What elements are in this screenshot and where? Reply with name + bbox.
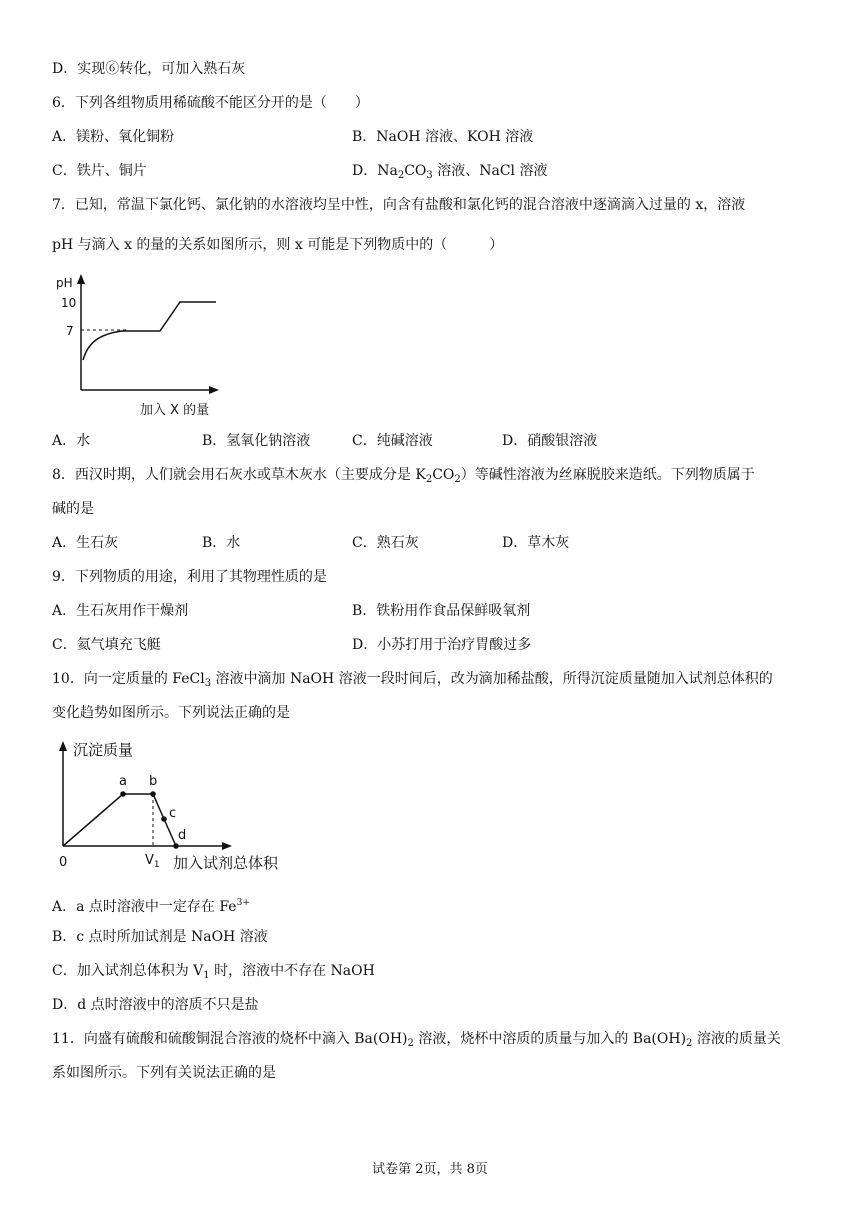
q11-stem-line1: 11．向盛有硫酸和硫酸铜混合溶液的烧杯中滴入 $Ba(OH)_2$ 溶液，烧杯中溶质的质量与加入的 $Ba(OH)_2$ 溶液的质量关 (52, 1031, 781, 1049)
q7-option-b: B．氢氧化钠溶液 (202, 433, 311, 449)
q10-label-a: a (119, 774, 127, 789)
q10-option-c: C．加入试剂总体积为 $V_1$ 时，溶液中不存在 NaOH (52, 963, 375, 981)
q10-origin-label: 0 (59, 855, 68, 870)
q10-point-d (173, 843, 179, 849)
q10-option-b: B．c 点时所加试剂是 NaOH 溶液 (52, 929, 268, 945)
q10-label-c: c (169, 806, 177, 821)
q7-y-arrow (77, 274, 85, 284)
q9-option-d: D．小苏打用于治疗胃酸过多 (352, 637, 532, 653)
q10-option-a: A．a 点时溶液中一定存在 $Fe^{3+}$ (52, 898, 250, 915)
q10-y-arrow (59, 741, 67, 751)
page-footer: 试卷第 2页，共 8页 (372, 1162, 488, 1177)
q7-tick-10: 10 (61, 296, 77, 310)
q10-point-a (120, 791, 126, 797)
q9-option-b: B．铁粉用作食品保鲜吸氧剂 (352, 603, 531, 619)
q7-ph-curve (83, 302, 216, 360)
q7-x-axis-label: 加入 X 的量 (140, 403, 210, 418)
q10-y-axis-label: 沉淀质量 (73, 741, 134, 759)
q8-stem-line2: 碱的是 (52, 501, 94, 517)
q10-option-d: D．d 点时溶液中的溶质不只是盐 (52, 997, 259, 1013)
q5-option-d: D．实现⑥转化，可加入熟石灰 (52, 61, 246, 77)
q8-option-d: D．草木灰 (502, 535, 570, 551)
q10-x-axis-label: 加入试剂总体积 (173, 854, 279, 872)
q6-option-c: C．铁片、铜片 (52, 163, 147, 179)
q7-y-axis-label: pH (56, 276, 73, 290)
q9-option-c: C．氦气填充飞艇 (52, 637, 161, 653)
q6-stem: 6．下列各组物质用稀硫酸不能区分开的是（ ） (52, 95, 369, 111)
q10-stem-line1: 10．向一定质量的 FeCl$_3$ 溶液中滴加 NaOH 溶液一段时间后，改为滴加稀盐酸，所得沉淀质量随加入试剂总体积的 (52, 671, 773, 689)
q10-label-d: d (178, 828, 187, 843)
q8-option-a: A．生石灰 (52, 535, 119, 551)
q10-mass-curve (63, 794, 176, 846)
q9-stem: 9．下列物质的用途，利用了其物理性质的是 (52, 569, 327, 585)
q10-label-b: b (149, 774, 158, 789)
q7-stem-line2: pH 与滴入 x 的量的关系如图所示，则 x 可能是下列物质中的（ ） (52, 237, 504, 253)
q10-precipitate-graph (52, 736, 302, 876)
q7-option-a: A．水 (52, 433, 91, 449)
q7-stem-line1: 7．已知，常温下氯化钙、氯化钠的水溶液均呈中性，向含有盐酸和氯化钙的混合溶液中逐滴滴入过量的 x，溶液 (52, 197, 746, 213)
q7-ph-graph (52, 272, 242, 424)
q10-point-c (161, 816, 167, 822)
q11-stem-line2: 系如图所示。下列有关说法正确的是 (52, 1065, 276, 1081)
q10-stem-line2: 变化趋势如图所示。下列说法正确的是 (52, 705, 290, 721)
q7-option-d: D．硝酸银溶液 (502, 433, 598, 449)
q10-x-arrow (222, 842, 232, 850)
q9-option-a: A．生石灰用作干燥剂 (52, 603, 189, 619)
q7-x-arrow (209, 386, 219, 394)
q8-option-c: C．熟石灰 (352, 535, 419, 551)
q6-option-b: B．NaOH 溶液、KOH 溶液 (352, 129, 534, 145)
q6-option-a: A．镁粉、氧化铜粉 (52, 129, 175, 145)
q7-option-c: C．纯碱溶液 (352, 433, 433, 449)
q8-stem-line1: 8．西汉时期，人们就会用石灰水或草木灰水（主要成分是 $K_2CO_2$）等碱性溶液为丝麻脱胶来造纸。下列物质属于 (52, 467, 755, 485)
q10-v1-label: $V_1$ (145, 853, 160, 870)
q6-option-d: D．$Na_2CO_3$ 溶液、NaCl 溶液 (352, 163, 548, 181)
q7-tick-7: 7 (66, 324, 74, 338)
q10-point-b (150, 791, 156, 797)
q8-option-b: B．水 (202, 535, 241, 551)
